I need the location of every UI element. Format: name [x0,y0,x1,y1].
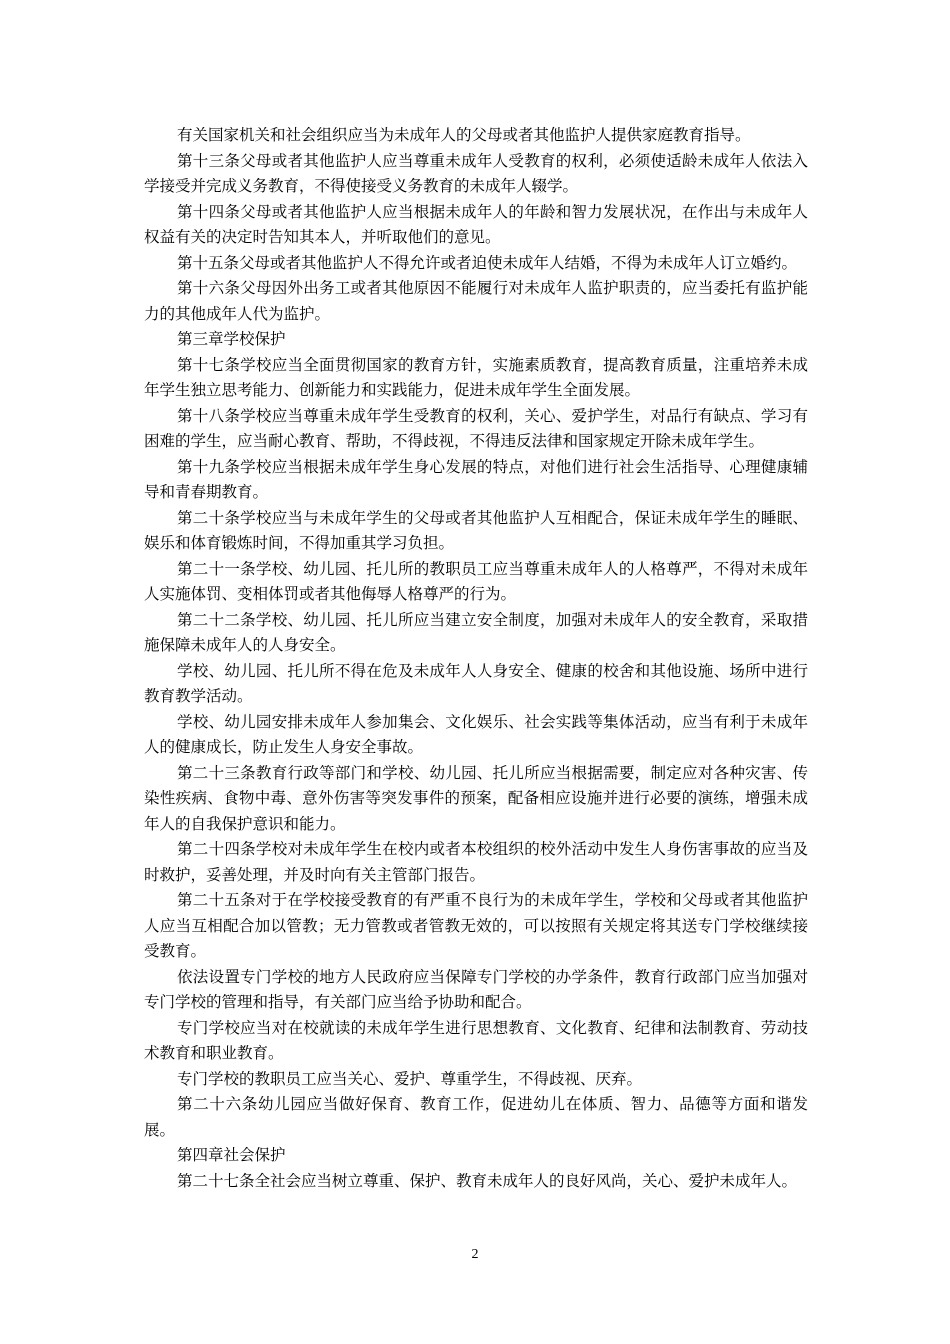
paragraph: 第十八条学校应当尊重未成年学生受教育的权利，关心、爱护学生，对品行有缺点、学习有困难的学生，应当耐心教育、帮助，不得歧视，不得违反法律和国家规定开除未成年学生。 [144,406,808,450]
paragraph: 学校、幼儿园安排未成年人参加集会、文化娱乐、社会实践等集体活动，应当有利于未成年人的健康成长，防止发生人身安全事故。 [144,712,808,756]
paragraph: 第二十六条幼儿园应当做好保育、教育工作，促进幼儿在体质、智力、品德等方面和谐发展。 [144,1095,808,1139]
page-number: 2 [471,1247,479,1262]
paragraph: 第二十一条学校、幼儿园、托儿所的教职员工应当尊重未成年人的人格尊严，不得对未成年人实施体罚、变相体罚或者其他侮辱人格尊严的行为。 [144,559,808,603]
paragraph: 有关国家机关和社会组织应当为未成年人的父母或者其他监护人提供家庭教育指导。 [177,126,751,144]
paragraph: 第二十三条教育行政等部门和学校、幼儿园、托儿所应当根据需要，制定应对各种灾害、传染性疾病、食物中毒、意外伤害等突发事件的预案，配备相应设施并进行必要的演练，增强未成年人的自我保护意识和能力。 [144,763,808,833]
paragraph: 第十三条父母或者其他监护人应当尊重未成年人受教育的权利，必须使适龄未成年人依法入学接受并完成义务教育，不得使接受义务教育的未成年人辍学。 [144,151,808,195]
paragraph: 第二十五条对于在学校接受教育的有严重不良行为的未成年学生，学校和父母或者其他监护人应当互相配合加以管教；无力管教或者管教无效的，可以按照有关规定将其送专门学校继续接受教育。 [144,891,808,960]
paragraph: 第十六条父母因外出务工或者其他原因不能履行对未成年人监护职责的，应当委托有监护能力的其他成年人代为监护。 [144,279,808,323]
paragraph: 第二十二条学校、幼儿园、托儿所应当建立安全制度，加强对未成年人的安全教育，采取措施保障未成年人的人身安全。 [144,610,808,654]
paragraph: 依法设置专门学校的地方人民政府应当保障专门学校的办学条件，教育行政部门应当加强对专门学校的管理和指导，有关部门应当给予协助和配合。 [144,967,808,1011]
paragraph: 第二十条学校应当与未成年学生的父母或者其他监护人互相配合，保证未成年学生的睡眠、娱乐和体育锻炼时间，不得加重其学习负担。 [144,508,808,552]
chapter-heading: 第三章学校保护 [177,330,286,348]
paragraph: 第十五条父母或者其他监护人不得允许或者迫使未成年人结婚，不得为未成年人订立婚约。 [177,253,798,272]
paragraph: 专门学校的教职员工应当关心、爱护、尊重学生，不得歧视、厌弃。 [177,1069,643,1088]
paragraph: 第十四条父母或者其他监护人应当根据未成年人的年龄和智力发展状况，在作出与未成年人权益有关的决定时告知其本人，并听取他们的意见。 [144,202,808,246]
paragraph: 第二十四条学校对未成年学生在校内或者本校组织的校外活动中发生人身伤害事故的应当及时救护，妥善处理，并及时向有关主管部门报告。 [144,840,808,884]
document-body [144,123,808,1194]
paragraph: 第十七条学校应当全面贯彻国家的教育方针，实施素质教育，提高教育质量，注重培养未成年学生独立思考能力、创新能力和实践能力，促进未成年学生全面发展。 [144,355,808,399]
paragraph: 第二十七条全社会应当树立尊重、保护、教育未成年人的良好风尚，关心、爱护未成年人。 [177,1171,798,1190]
paragraph: 专门学校应当对在校就读的未成年学生进行思想教育、文化教育、纪律和法制教育、劳动技术教育和职业教育。 [144,1018,808,1062]
paragraph: 第十九条学校应当根据未成年学生身心发展的特点，对他们进行社会生活指导、心理健康辅导和青春期教育。 [144,457,808,501]
chapter-heading: 第四章社会保护 [177,1146,286,1164]
paragraph: 学校、幼儿园、托儿所不得在危及未成年人人身安全、健康的校舍和其他设施、场所中进行教育教学活动。 [144,661,808,705]
